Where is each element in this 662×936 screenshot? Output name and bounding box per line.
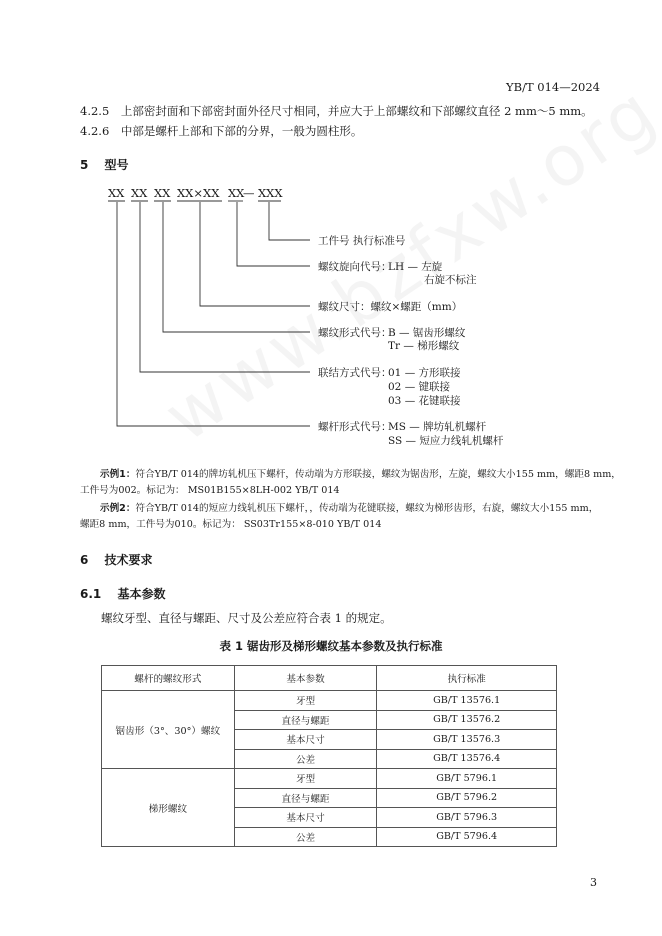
label-direction: 螺纹旋向代号：	[318, 261, 392, 273]
cell-standard: GB/T 5796.1	[377, 769, 557, 789]
cell-parameter: 公差	[234, 827, 377, 847]
cell-parameter: 公差	[234, 749, 377, 769]
clause-number: 4.2.6	[80, 124, 110, 138]
cell-standard: GB/T 13576.4	[377, 749, 557, 769]
label-connection-01: 01 — 方形联接	[388, 367, 461, 379]
label-screw-type-ss: SS — 短应力线轧机螺杆	[388, 435, 504, 447]
table-1	[101, 665, 557, 847]
code-part-thread-form: XX	[154, 186, 171, 200]
label-thread-form-b: B — 锯齿形螺纹	[388, 327, 466, 339]
cell-parameter: 牙型	[234, 691, 377, 711]
section-title: 型号	[104, 158, 129, 172]
code-part-connection: XX	[131, 186, 148, 200]
cell-thread-form: 锯齿形（3°、30°）螺纹	[102, 691, 235, 769]
header-standard: 执行标准	[377, 666, 557, 691]
table-row	[102, 769, 557, 789]
label-screw-type-ms: MS — 牌坊轧机螺杆	[388, 421, 487, 433]
section-number: 6	[80, 553, 89, 567]
example-label: 示例2：	[100, 503, 136, 514]
section-6-1-heading	[80, 585, 165, 602]
code-part-direction: XX	[228, 186, 245, 200]
clause-text: 上部密封面和下部密封面外径尺寸相同，并应大于上部螺纹和下部螺纹直径 2 mm～5 mm。	[120, 104, 593, 118]
header-thread-form: 螺杆的螺纹形式	[102, 666, 235, 691]
paragraph-6-1: 螺纹牙型、直径与螺距、尺寸及公差应符合表 1 的规定。	[101, 611, 392, 625]
cell-thread-form: 梯形螺纹	[102, 769, 235, 847]
table-1-caption: 表 1 锯齿形及梯形螺纹基本参数及执行标准	[219, 639, 443, 653]
code-part-thread-size: XX×XX	[177, 186, 220, 200]
section-title: 技术要求	[104, 553, 153, 567]
clause-number: 4.2.5	[80, 104, 110, 118]
cell-standard: GB/T 13576.1	[377, 691, 557, 711]
code-part-type: XX	[108, 186, 125, 200]
label-thread-form-tr: Tr — 梯形螺纹	[388, 340, 460, 352]
cell-standard: GB/T 13576.2	[377, 710, 557, 730]
label-connection: 联结方式代号：	[318, 367, 392, 379]
section-6-heading	[80, 551, 153, 568]
cell-parameter: 基本尺寸	[234, 730, 377, 750]
cell-standard: GB/T 5796.2	[377, 788, 557, 808]
section-number: 6.1	[80, 587, 102, 601]
label-work-number: 工件号 执行标准号	[318, 235, 406, 247]
section-number: 5	[80, 158, 89, 172]
label-screw-type: 螺杆形式代号：	[318, 421, 392, 433]
example-2-line-1: 示例2：符合YB/T 014的短应力线轧机压下螺杆，，传动端为花键联接，螺纹为梯形齿形，右旋，螺纹大小155 mm，	[100, 503, 599, 514]
label-thread-form: 螺纹形式代号：	[318, 327, 392, 339]
cell-standard: GB/T 5796.3	[377, 808, 557, 828]
cell-parameter: 直径与螺距	[234, 710, 377, 730]
label-direction-right: 右旋不标注	[424, 274, 477, 286]
cell-parameter: 基本尺寸	[234, 808, 377, 828]
label-direction-lh: LH — 左旋	[388, 261, 443, 273]
table-row	[102, 691, 557, 711]
page-number: 3	[590, 876, 597, 889]
header-basic-parameter: 基本参数	[234, 666, 377, 691]
example-1-line-2: 工件号为002。标记为： MS01B155×8LH-002 YB/T 014	[80, 485, 340, 496]
table-header-row	[102, 666, 557, 691]
label-thread-size: 螺纹尺寸：螺纹×螺距（mm）	[318, 301, 463, 313]
cell-standard: GB/T 13576.3	[377, 730, 557, 750]
code-part-dash: —	[243, 186, 255, 200]
example-2-line-2: 螺距8 mm，工件号为010。标记为： SS03Tr155×8-010 YB/T 014	[80, 519, 382, 530]
cell-standard: GB/T 5796.4	[377, 827, 557, 847]
standard-number: YB/T 014—2024	[506, 80, 600, 94]
clause-text: 中部是螺杆上部和下部的分界，一般为圆柱形。	[120, 124, 363, 138]
example-label: 示例1：	[100, 469, 136, 480]
label-connection-02: 02 — 键联接	[388, 381, 451, 393]
cell-parameter: 直径与螺距	[234, 788, 377, 808]
code-part-work-no: XXX	[258, 186, 283, 200]
example-1-line-1: 示例1：符合YB/T 014的牌坊轧机压下螺杆，传动端为方形联接，螺纹为锯齿形，左旋，螺纹大小155 mm，螺距8 mm，	[100, 469, 621, 480]
label-connection-03: 03 — 花键联接	[388, 395, 461, 407]
section-title: 基本参数	[117, 587, 166, 601]
cell-parameter: 牙型	[234, 769, 377, 789]
